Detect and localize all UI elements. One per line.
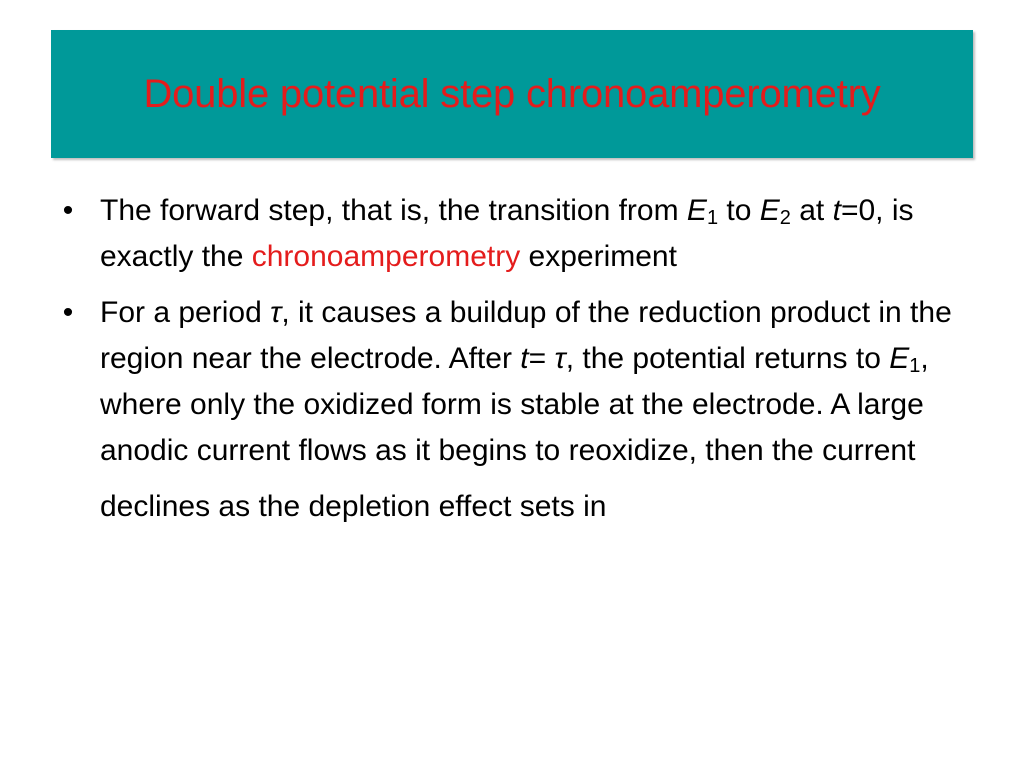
- bullet-text: [100, 194, 914, 273]
- bullet-item-forward-step: [56, 188, 966, 280]
- text-segment: experiment: [520, 240, 677, 273]
- symbol-t: t: [832, 194, 841, 227]
- symbol-e: E: [686, 194, 707, 227]
- bullet-text: [100, 296, 952, 523]
- text-segment: , where only the oxidized form is stable at the electrode. A large anodic current flows as it begins to reoxidize, then the current declines as: [100, 342, 929, 523]
- symbol-tau: τ: [270, 296, 282, 329]
- symbol-e: E: [889, 342, 910, 375]
- text-segment: to: [718, 194, 760, 227]
- subscript: 2: [779, 207, 791, 229]
- title-bar: [51, 30, 973, 158]
- text-segment: the depletion effect sets in: [258, 490, 607, 523]
- subscript: 1: [706, 207, 719, 229]
- subscript: 1: [909, 355, 921, 377]
- text-segment: , it causes a buildup of the reduction product in the region near the electrode. After: [100, 296, 952, 375]
- text-segment: at: [790, 194, 833, 227]
- text-segment: The forward step, that is, the transition from: [100, 194, 687, 227]
- slide-content: [56, 188, 966, 534]
- symbol-e: E: [759, 194, 780, 227]
- bullet-item-period-tau: [56, 290, 966, 530]
- bullet-icon: •: [62, 296, 74, 329]
- bullet-icon: •: [62, 194, 74, 227]
- highlight-term: chronoamperometry: [251, 240, 521, 273]
- slide-title: Double potential step chronoamperometry: [143, 71, 881, 116]
- text-segment: =: [528, 342, 555, 375]
- text-segment: For a period: [100, 296, 271, 329]
- text-segment: =0, is exactly the: [100, 194, 914, 273]
- text-segment: , the potential returns to: [565, 342, 890, 375]
- symbol-t: t: [520, 342, 529, 375]
- symbol-tau: τ: [554, 342, 566, 375]
